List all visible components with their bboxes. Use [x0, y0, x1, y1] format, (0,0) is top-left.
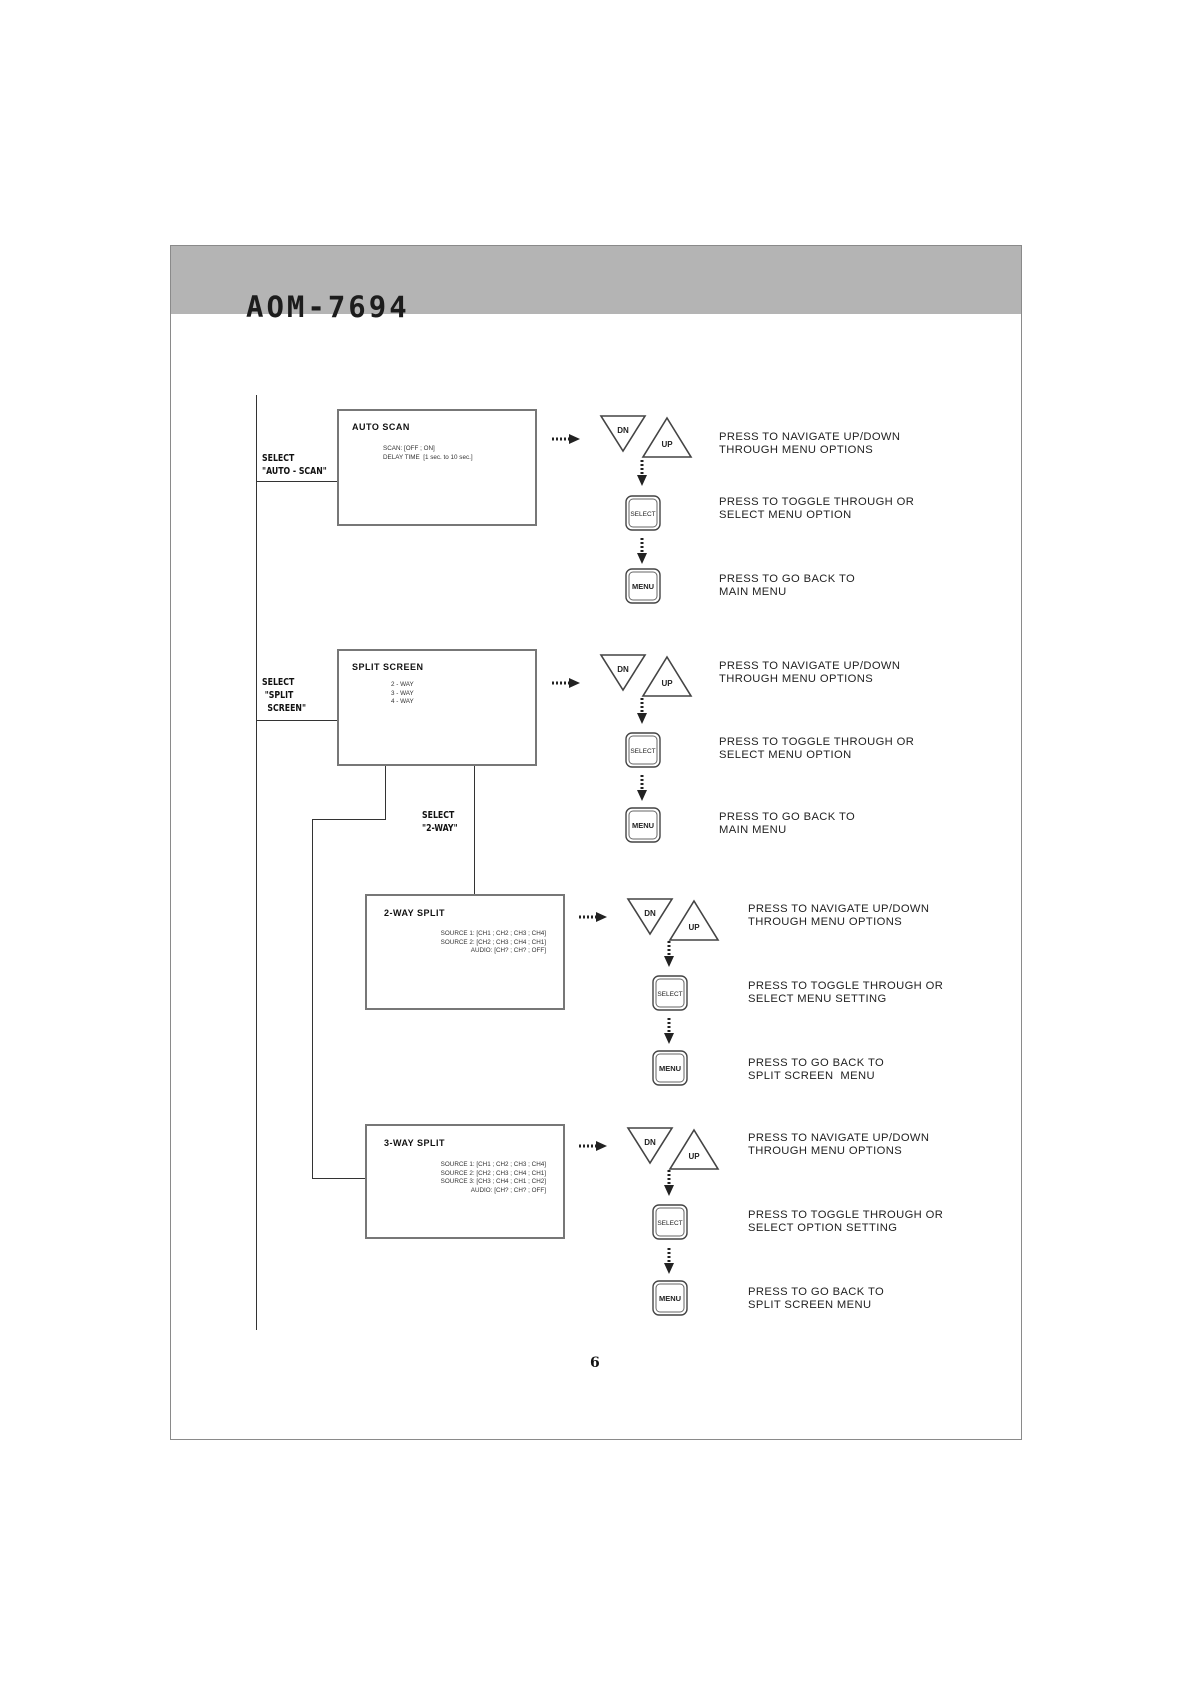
select-button-label: SELECT: [657, 991, 683, 998]
nav-instruction-3: PRESS TO NAVIGATE UP/DOWN THROUGH MENU OPTIONS: [748, 903, 930, 928]
select-button-4[interactable]: [652, 1204, 688, 1240]
up-arrow-icon: [670, 1130, 718, 1169]
dn-up-buttons-1[interactable]: [598, 413, 693, 461]
dn-up-buttons-3[interactable]: [625, 896, 720, 944]
down-dashed-arrow-icon: [637, 698, 647, 724]
select-button-1[interactable]: [625, 495, 661, 531]
up-button-label: UP: [688, 923, 700, 932]
three-way-branch-line-c: [312, 819, 313, 1178]
menu-instruction-3: PRESS TO GO BACK TO SPLIT SCREEN MENU: [748, 1057, 885, 1082]
three-way-branch-line-d: [312, 1178, 366, 1179]
up-button-label: UP: [661, 679, 673, 688]
two-way-split-box: [365, 894, 565, 1010]
select-button-label: SELECT: [630, 511, 656, 518]
down-dashed-arrow-icon: [664, 1170, 674, 1196]
main-flow-line: [256, 395, 257, 1330]
nav-instruction-2: PRESS TO NAVIGATE UP/DOWN THROUGH MENU OPTIONS: [719, 660, 901, 685]
down-dashed-arrow-icon: [637, 460, 647, 486]
split-screen-options: 2 - WAY 3 - WAY 4 - WAY: [391, 681, 414, 706]
dn-button-label: DN: [644, 1138, 656, 1147]
menu-instruction-4: PRESS TO GO BACK TO SPLIT SCREEN MENU: [748, 1286, 885, 1311]
menu-button-label: MENU: [631, 821, 655, 830]
up-arrow-icon: [670, 901, 718, 940]
menu-button-3[interactable]: [652, 1050, 688, 1086]
menu-instruction-1: PRESS TO GO BACK TO MAIN MENU: [719, 573, 856, 598]
dn-button-label: DN: [617, 426, 629, 435]
page-number: 6: [590, 1355, 600, 1371]
dn-button-label: DN: [617, 665, 629, 674]
dn-up-buttons-4[interactable]: [625, 1125, 720, 1173]
three-way-split-options: SOURCE 1: [CH1 ; CH2 ; CH3 ; CH4] SOURCE 2: [CH2 ; CH3 ; CH4 ; CH1] SOURCE 3: [CH3 ; CH4 ; CH1 ; CH2] AUDIO: [CH? ; CH? ; OFF]: [440, 1161, 546, 1194]
select-auto-scan-label: SELECT "AUTO - SCAN": [262, 453, 327, 477]
split-screen-connector: [256, 720, 338, 721]
down-dashed-arrow-icon: [637, 775, 647, 801]
menu-button-label: MENU: [631, 582, 655, 591]
select-button-3[interactable]: [652, 975, 688, 1011]
model-title: AOM-7694: [246, 290, 410, 324]
menu-button-1[interactable]: [625, 568, 661, 604]
menu-button-label: MENU: [658, 1064, 682, 1073]
dn-button-label: DN: [644, 909, 656, 918]
auto-scan-menu-box: [337, 409, 537, 526]
two-way-branch-line: [474, 766, 475, 895]
two-way-split-title: 2-WAY SPLIT: [384, 908, 446, 918]
nav-instruction-1: PRESS TO NAVIGATE UP/DOWN THROUGH MENU OPTIONS: [719, 431, 901, 456]
two-way-dashed-arrow: [579, 912, 607, 922]
select-two-way-label: SELECT "2-WAY": [422, 810, 458, 834]
dn-up-buttons-2[interactable]: [598, 652, 693, 700]
three-way-branch-line-a: [385, 766, 386, 819]
up-arrow-icon: [643, 418, 691, 457]
up-button-label: UP: [688, 1152, 700, 1161]
auto-scan-title: AUTO SCAN: [352, 422, 410, 432]
menu-instruction-2: PRESS TO GO BACK TO MAIN MENU: [719, 811, 856, 836]
down-dashed-arrow-icon: [664, 1018, 674, 1044]
select-instruction-3: PRESS TO TOGGLE THROUGH OR SELECT MENU SETTING: [748, 980, 944, 1005]
select-instruction-4: PRESS TO TOGGLE THROUGH OR SELECT OPTION SETTING: [748, 1209, 944, 1234]
auto-scan-options: SCAN: [OFF ; ON] DELAY TIME [1 sec. to 10 sec.]: [383, 445, 473, 461]
menu-button-2[interactable]: [625, 807, 661, 843]
down-dashed-arrow-icon: [637, 538, 647, 564]
split-screen-title: SPLIT SCREEN: [352, 662, 424, 672]
menu-button-label: MENU: [658, 1294, 682, 1303]
two-way-split-options: SOURCE 1: [CH1 ; CH2 ; CH3 ; CH4] SOURCE 2: [CH2 ; CH3 ; CH4 ; CH1] AUDIO: [CH? ; CH? ; OFF]: [440, 930, 546, 955]
three-way-split-box: [365, 1124, 565, 1239]
three-way-branch-line-b: [312, 819, 386, 820]
select-instruction-1: PRESS TO TOGGLE THROUGH OR SELECT MENU OPTION: [719, 496, 915, 521]
up-arrow-icon: [643, 657, 691, 696]
select-split-screen-label: SELECT "SPLIT SCREEN": [262, 677, 307, 714]
split-screen-dashed-arrow: [552, 678, 580, 688]
down-dashed-arrow-icon: [664, 1248, 674, 1274]
menu-button-4[interactable]: [652, 1280, 688, 1316]
select-button-label: SELECT: [630, 748, 656, 755]
down-dashed-arrow-icon: [664, 941, 674, 967]
auto-scan-connector: [256, 481, 338, 482]
select-button-label: SELECT: [657, 1220, 683, 1227]
three-way-split-title: 3-WAY SPLIT: [384, 1138, 446, 1148]
nav-instruction-4: PRESS TO NAVIGATE UP/DOWN THROUGH MENU OPTIONS: [748, 1132, 930, 1157]
up-button-label: UP: [661, 440, 673, 449]
auto-scan-dashed-arrow: [552, 434, 580, 444]
page-frame: [170, 245, 1022, 1440]
select-button-2[interactable]: [625, 732, 661, 768]
split-screen-menu-box: [337, 649, 537, 766]
select-instruction-2: PRESS TO TOGGLE THROUGH OR SELECT MENU OPTION: [719, 736, 915, 761]
three-way-dashed-arrow: [579, 1141, 607, 1151]
